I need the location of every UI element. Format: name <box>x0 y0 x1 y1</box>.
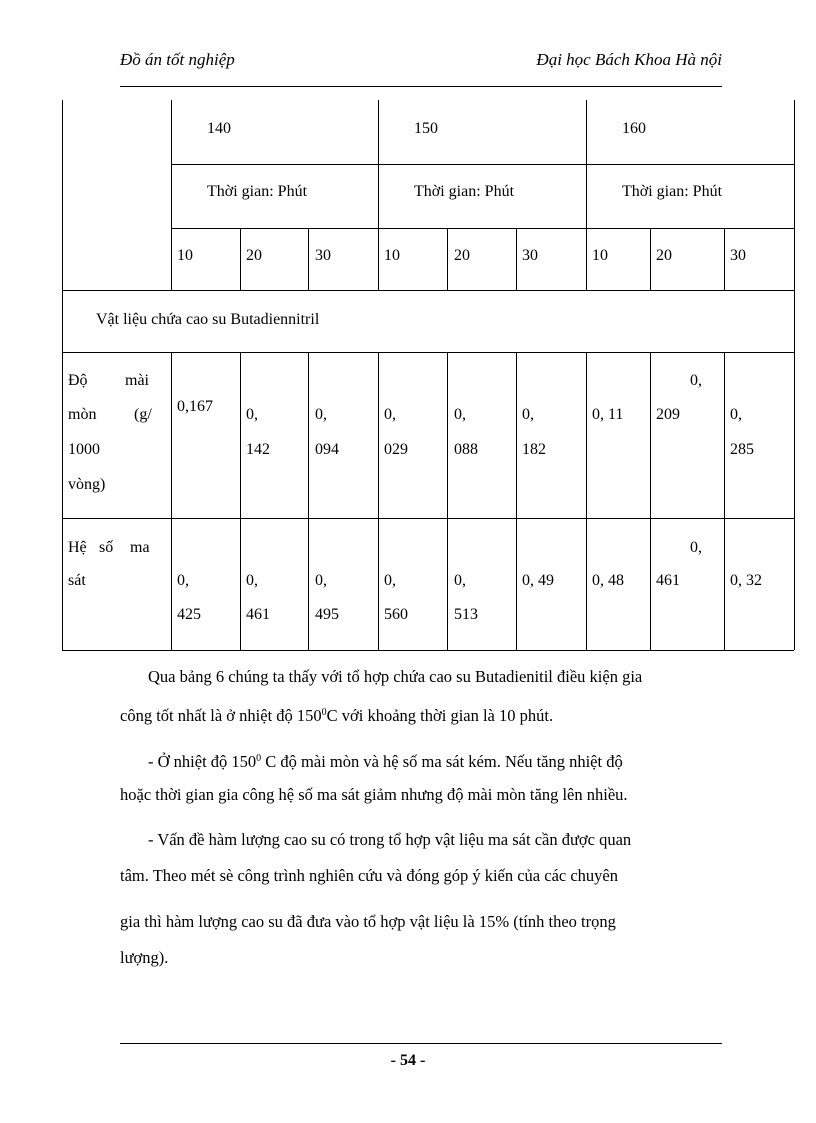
table-left-border <box>62 100 63 650</box>
table-hline <box>62 518 794 519</box>
text-span: công tốt nhất là ở nhiệt độ 150 <box>120 706 322 725</box>
row-label-wear: (g/ <box>134 406 152 423</box>
minute-header: 20 <box>656 247 672 264</box>
paragraph-line <box>148 830 712 850</box>
cell-value: 0, <box>384 406 396 423</box>
row-label-wear: Độ <box>68 372 88 389</box>
cell-value: 0, <box>246 572 258 589</box>
table-vline <box>650 228 651 290</box>
minute-header: 10 <box>177 247 193 264</box>
table-vline <box>724 352 725 650</box>
table-vline <box>171 100 172 290</box>
material-row-label: Vật liệu chứa cao su Butadiennitril <box>96 311 320 328</box>
cell-value: 0,167 <box>177 398 213 415</box>
superscript: 0 <box>321 707 327 718</box>
cell-value: 513 <box>454 606 478 623</box>
text-span: tâm. Theo mét sè công trình nghiên cứu và đóng góp ý kiến của các chuyên <box>120 866 618 885</box>
paragraph-line <box>148 667 712 687</box>
footer-rule <box>120 1043 722 1044</box>
time-header: Thời gian: Phút <box>622 183 723 200</box>
row-label-wear: vòng) <box>68 476 106 493</box>
table-hline <box>62 290 794 291</box>
paragraph-line <box>148 749 712 772</box>
cell-value: 088 <box>454 441 478 458</box>
cell-value: 285 <box>730 441 754 458</box>
text-span: Qua bảng 6 chúng ta thấy với tổ hợp chứa cao su Butadienitil điều kiện gia <box>148 667 643 686</box>
table-vline <box>240 352 241 650</box>
minute-header: 10 <box>384 247 400 264</box>
row-label-wear: mòn <box>68 406 97 423</box>
paragraph-line <box>120 703 712 726</box>
cell-value: 0, <box>384 572 396 589</box>
table-bottom-border <box>62 650 794 651</box>
table-vline <box>650 352 651 650</box>
cell-value: 209 <box>656 406 680 423</box>
text-span: hoặc thời gian gia công hệ số ma sát giảm nhưng độ mài mòn tăng lên nhiều. <box>120 785 628 804</box>
row-label-friction: ma <box>130 539 150 556</box>
table-vline <box>308 352 309 650</box>
header-left: Đồ án tốt nghiệp <box>120 50 235 69</box>
text-span: - Ở nhiệt độ 150 <box>148 752 257 771</box>
cell-value: 0, 32 <box>730 572 762 589</box>
table-hline <box>171 164 794 165</box>
text-span: gia thì hàm lượng cao su đã đưa vào tổ hợp vật liệu là 15% (tính theo trọng <box>120 912 616 931</box>
table-vline <box>516 352 517 650</box>
table-vline <box>586 100 587 290</box>
cell-value: 461 <box>656 572 680 589</box>
superscript: 0 <box>256 753 262 764</box>
minute-header: 30 <box>730 247 746 264</box>
cell-value: 0, <box>246 406 258 423</box>
table-vline <box>171 352 172 650</box>
table-vline <box>516 228 517 290</box>
page-number: - 54 - <box>390 1052 426 1069</box>
header-right: Đại học Bách Khoa Hà nội <box>536 50 722 69</box>
cell-value: 0, <box>690 539 702 556</box>
cell-value: 0, <box>730 406 742 423</box>
cell-value: 0, <box>690 372 702 389</box>
table-hline <box>171 228 794 229</box>
paragraph-line <box>120 785 712 805</box>
temp-header: 140 <box>207 120 231 137</box>
row-label-wear: mài <box>125 372 149 389</box>
table-hline <box>62 352 794 353</box>
minute-header: 20 <box>454 247 470 264</box>
minute-header: 20 <box>246 247 262 264</box>
table-vline <box>447 352 448 650</box>
text-span: - Vấn đề hàm lượng cao su có trong tổ hợp vật liệu ma sát cần được quan <box>148 830 632 849</box>
cell-value: 495 <box>315 606 339 623</box>
text-span: C độ mài mòn và hệ số ma sát kém. Nếu tăng nhiệt độ <box>261 752 623 771</box>
table-vline <box>378 100 379 290</box>
row-label-friction: Hệ <box>68 539 87 556</box>
paragraph-line <box>120 912 712 932</box>
minute-header: 10 <box>592 247 608 264</box>
text-span: lượng). <box>120 948 169 967</box>
temp-header: 150 <box>414 120 438 137</box>
cell-value: 029 <box>384 441 408 458</box>
cell-value: 0, <box>454 572 466 589</box>
cell-value: 0, <box>454 406 466 423</box>
text-span: C với khoảng thời gian là 10 phút. <box>326 706 554 725</box>
temp-header: 160 <box>622 120 646 137</box>
cell-value: 0, 49 <box>522 572 554 589</box>
cell-value: 0, <box>177 572 189 589</box>
cell-value: 0, 11 <box>592 406 624 423</box>
table-right-border <box>794 100 795 650</box>
minute-header: 30 <box>315 247 331 264</box>
cell-value: 425 <box>177 606 201 623</box>
time-header: Thời gian: Phút <box>207 183 308 200</box>
table-vline <box>586 352 587 650</box>
row-label-friction: sát <box>68 572 86 589</box>
cell-value: 0, <box>315 572 327 589</box>
table-vline <box>308 228 309 290</box>
table-vline <box>240 228 241 290</box>
time-header: Thời gian: Phút <box>414 183 515 200</box>
cell-value: 142 <box>246 441 270 458</box>
paragraph-line <box>120 866 712 886</box>
cell-value: 094 <box>315 441 339 458</box>
table-vline <box>378 352 379 650</box>
table-vline <box>447 228 448 290</box>
row-label-friction: số <box>99 539 114 556</box>
row-label-wear: 1000 <box>68 441 100 458</box>
cell-value: 0, <box>522 406 534 423</box>
paragraph-line <box>120 948 712 968</box>
cell-value: 560 <box>384 606 408 623</box>
table-vline <box>724 228 725 290</box>
cell-value: 0, 48 <box>592 572 624 589</box>
cell-value: 0, <box>315 406 327 423</box>
cell-value: 461 <box>246 606 270 623</box>
cell-value: 182 <box>522 441 546 458</box>
minute-header: 30 <box>522 247 538 264</box>
